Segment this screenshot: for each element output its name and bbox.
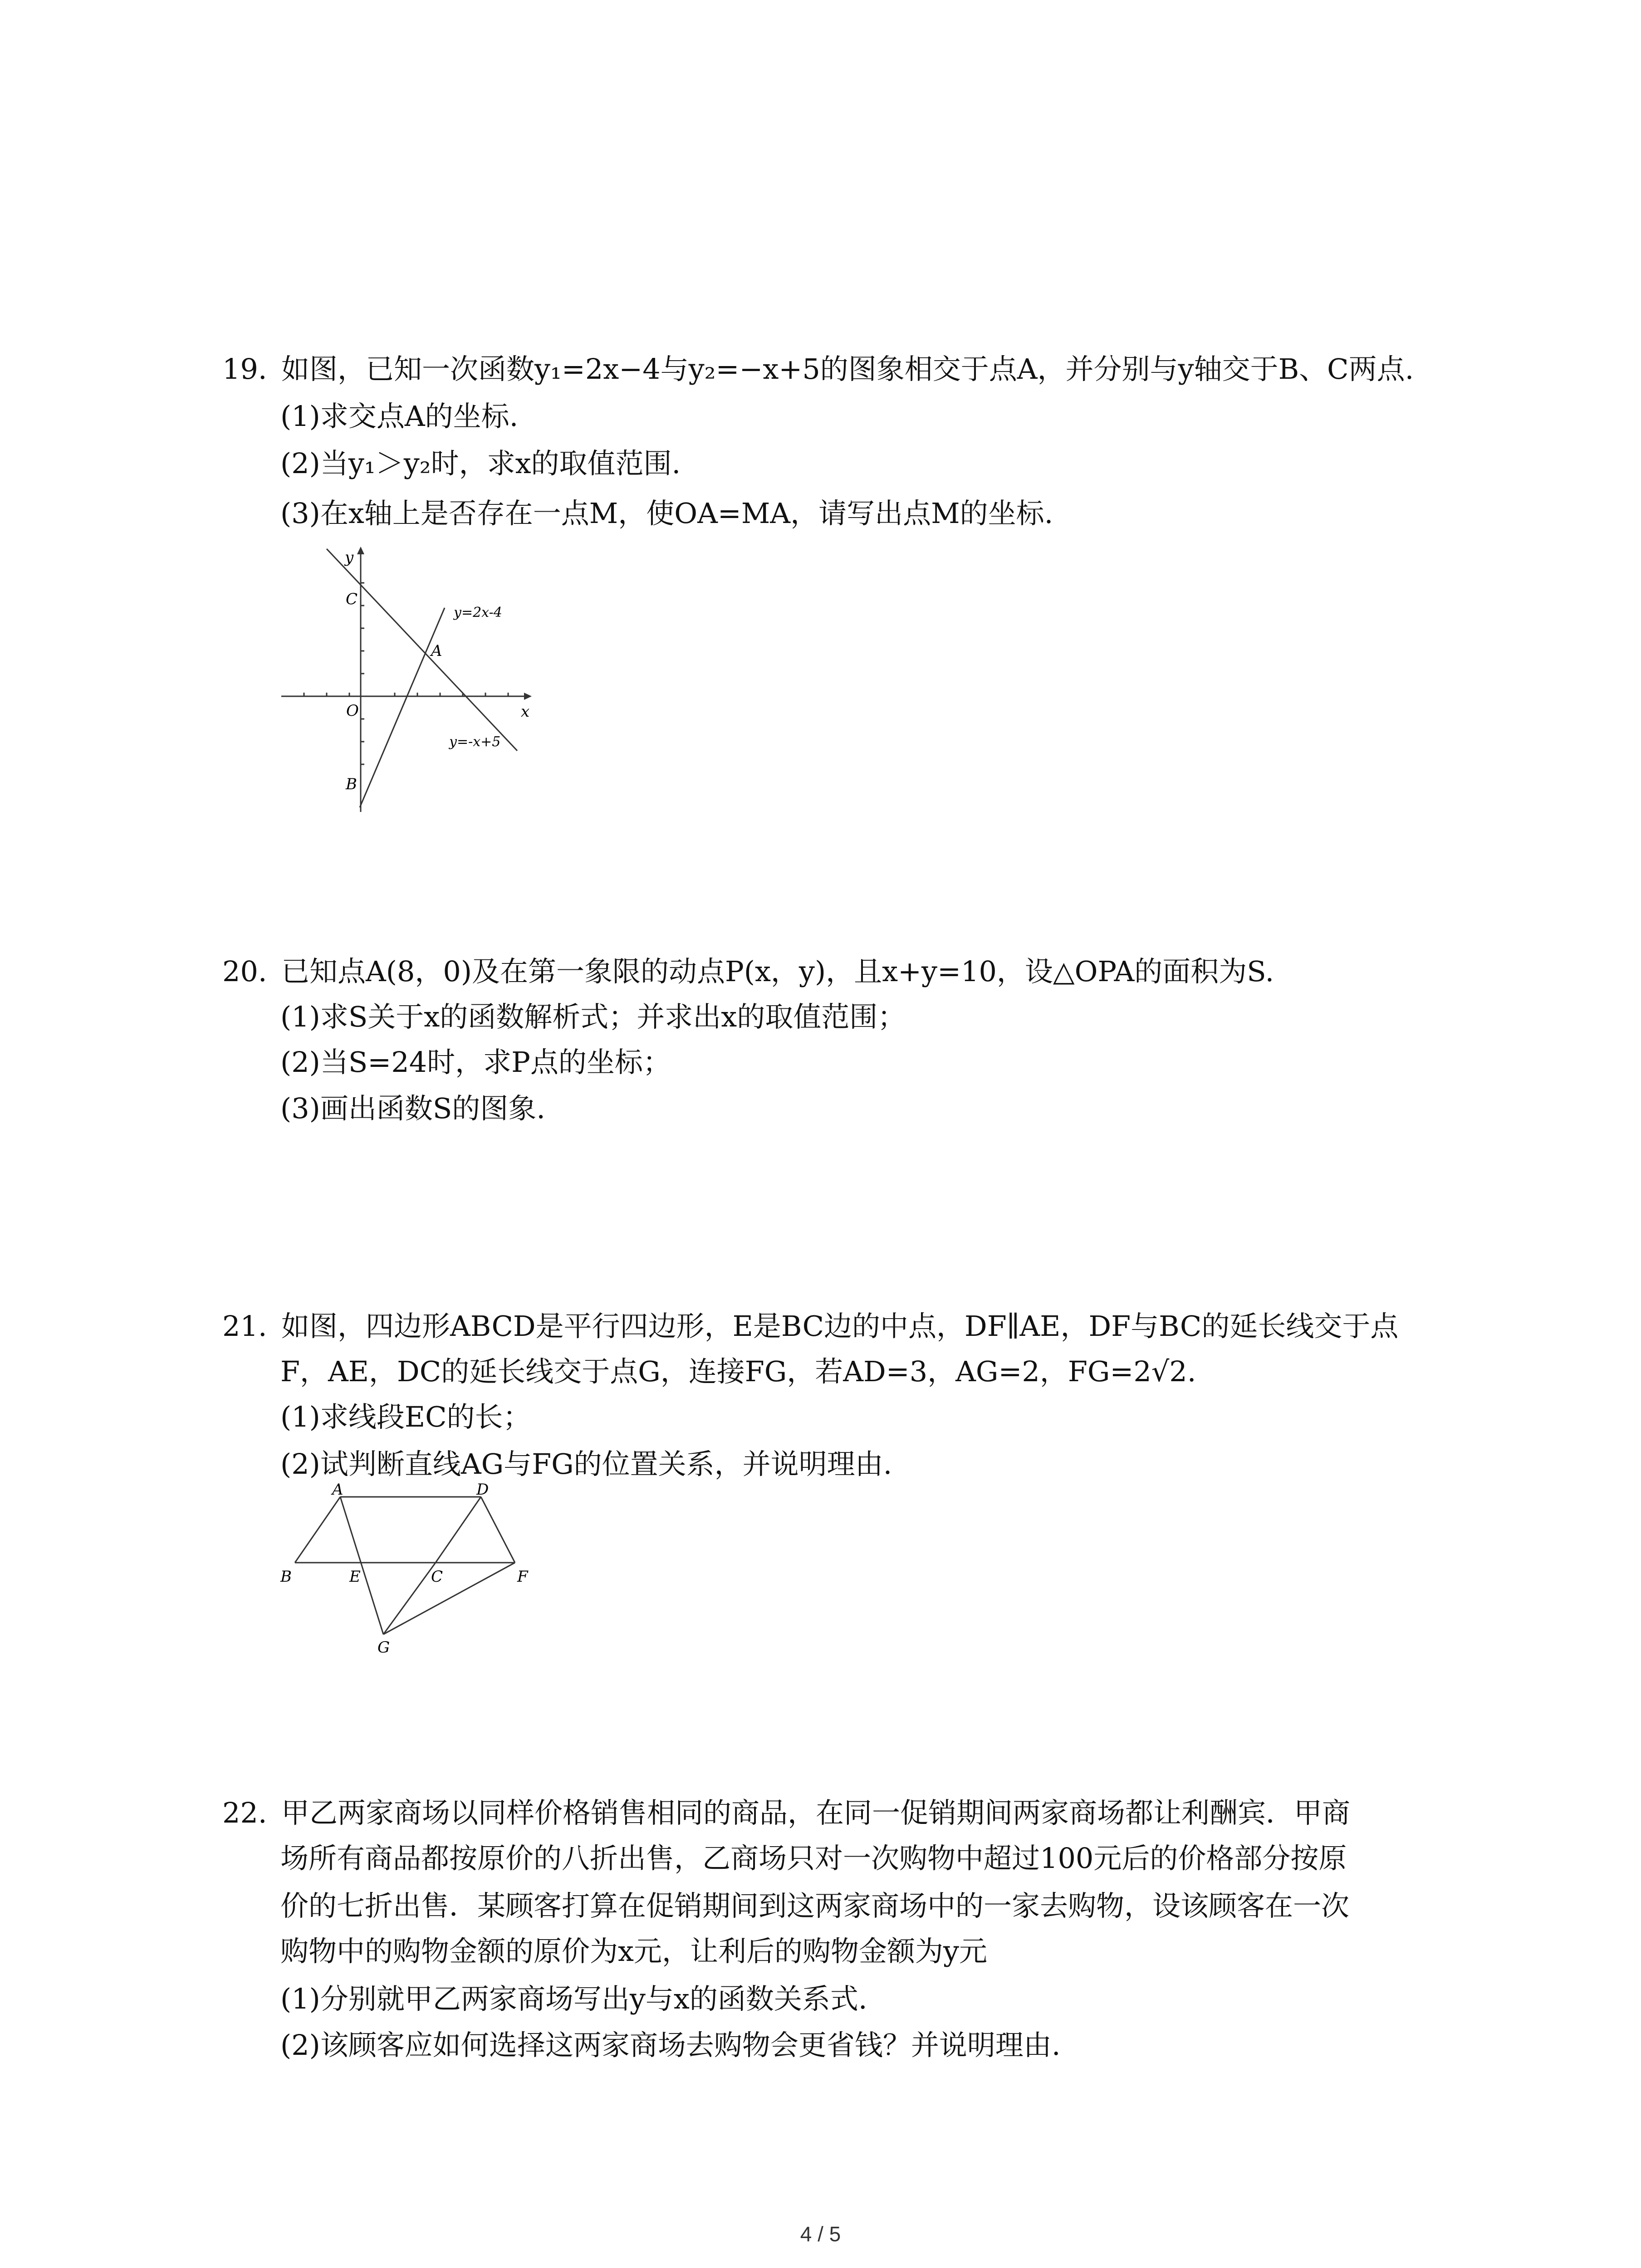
origin-label: O	[346, 702, 359, 720]
line1-label: y=2x-4	[454, 605, 502, 621]
question-line-4: 购物中的购物金额的原价为x元，让利后的购物金额为y元	[280, 1935, 987, 1968]
question-line-1: 甲乙两家商场以同样价格销售相同的商品，在同一促销期间两家商场都让利酬宾．甲商	[281, 1796, 1351, 1829]
question-stem: 已知点A(8，0)及在第一象限的动点P(x，y)，且x+y=10，设△OPA的面积为S.	[281, 955, 1274, 988]
question-number: 19.	[222, 352, 267, 386]
question-line-3: 价的七折出售．某顾客打算在促销期间到这两家商场中的一家去购物，设该顾客在一次	[280, 1889, 1350, 1922]
question-part-3: (3)在x轴上是否存在一点M，使OA=MA，请写出点M的坐标.	[280, 497, 1053, 530]
point-d-label: D	[476, 1481, 489, 1499]
point-b-label: B	[280, 1568, 292, 1586]
point-c-label: C	[346, 590, 358, 608]
point-g-label: G	[377, 1638, 390, 1653]
question-part-2: (2)试判断直线AG与FG的位置关系，并说明理由.	[280, 1447, 892, 1481]
question-part-1: (1)求S关于x的函数解析式；并求出x的取值范围；	[280, 1000, 906, 1033]
question-stem-line-1: 如图，四边形ABCD是平行四边形，E是BC边的中点，DF∥AE，DF与BC的延长线交于点	[281, 1310, 1399, 1343]
line2-label: y=-x+5	[449, 734, 501, 750]
question-line-2: 场所有商品都按原价的八折出售，乙商场只对一次购物中超过100元后的价格部分按原	[280, 1842, 1347, 1875]
question-part-2: (2)当y₁＞y₂时，求x的取值范围.	[280, 447, 681, 480]
page-number: 4 / 5	[800, 2222, 841, 2246]
line-y-minus-x-plus-5	[327, 549, 517, 751]
line-y-2x-minus-4	[360, 608, 445, 807]
x-axis-label: x	[521, 703, 530, 721]
point-c-label: C	[431, 1568, 443, 1586]
question-part-2: (2)当S=24时，求P点的坐标；	[280, 1046, 671, 1079]
point-f-label: F	[517, 1568, 528, 1586]
point-b-label: B	[346, 775, 357, 793]
question-stem: 如图，已知一次函数y₁=2x−4与y₂=−x+5的图象相交于点A，并分别与y轴交于B、C两点.	[281, 352, 1414, 386]
question-part-3: (3)画出函数S的图象.	[280, 1092, 546, 1125]
question-part-2: (2)该顾客应如何选择这两家商场去购物会更省钱？并说明理由.	[280, 2028, 1061, 2062]
point-a-label: A	[431, 642, 442, 660]
question-part-1: (1)分别就甲乙两家商场写出y与x的函数关系式.	[280, 1982, 867, 2015]
y-axis-label: y	[345, 548, 354, 567]
question-number: 21.	[222, 1310, 267, 1343]
point-e-label: E	[349, 1568, 361, 1586]
q19-figure	[277, 544, 540, 816]
point-a-label: A	[332, 1481, 343, 1499]
question-part-1: (1)求线段EC的长；	[280, 1400, 531, 1433]
question-number: 22.	[222, 1796, 267, 1829]
question-number: 20.	[222, 955, 267, 988]
question-stem-line-2: F，AE，DC的延长线交于点G，连接FG，若AD=3，AG=2，FG=2√2.	[280, 1355, 1196, 1388]
q21-figure	[277, 1481, 549, 1653]
question-part-1: (1)求交点A的坐标.	[280, 400, 519, 433]
